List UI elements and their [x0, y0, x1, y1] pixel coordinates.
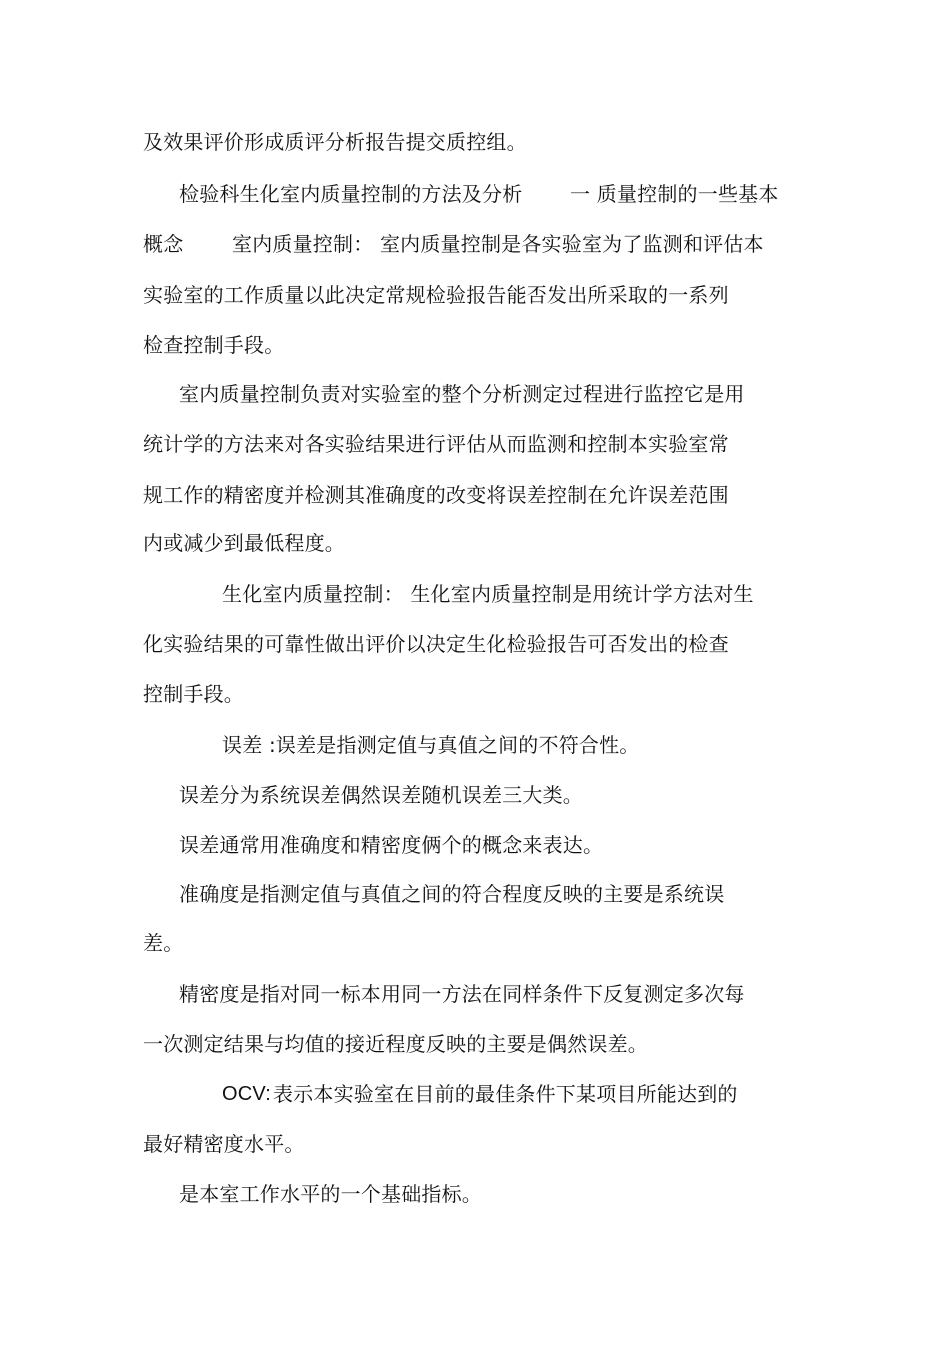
text-line: 最好精密度水平。 — [143, 1132, 305, 1156]
text-line: 一次测定结果与均值的接近程度反映的主要是偶然误差。 — [143, 1032, 648, 1056]
text-line: 精密度是指对同一标本用同一方法在同样条件下反复测定多次每 — [179, 982, 745, 1006]
text-line: 误差 :误差是指测定值与真值之间的不符合性。 — [222, 733, 640, 757]
text-line: 误差分为系统误差偶然误差随机误差三大类。 — [179, 783, 583, 807]
text-line: 是本室工作水平的一个基础指标。 — [179, 1182, 482, 1206]
text-line: 统计学的方法来对各实验结果进行评估从而监测和控制本实验室常 — [143, 432, 729, 456]
text-line: 概念 — [143, 232, 184, 256]
text-line: 生化室内质量控制： 生化室内质量控制是用统计学方法对生 — [222, 582, 754, 606]
text-line: 准确度是指测定值与真值之间的符合程度反映的主要是系统误 — [179, 882, 725, 906]
ocv-label: OCV: — [222, 1083, 271, 1105]
text-line: 规工作的精密度并检测其准确度的改变将误差控制在允许误差范围 — [143, 483, 729, 507]
section-title: 检验科生化室内质量控制的方法及分析 — [179, 182, 523, 206]
text-line: 室内质量控制： 室内质量控制是各实验室为了监测和评估本 — [232, 232, 764, 256]
text-line: 误差通常用准确度和精密度俩个的概念来表达。 — [179, 833, 604, 857]
section-heading: 一 质量控制的一些基本 — [570, 182, 779, 206]
text-line: 差。 — [143, 931, 184, 955]
text-line: 控制手段。 — [143, 682, 244, 706]
text-line: 化实验结果的可靠性做出评价以决定生化检验报告可否发出的检查 — [143, 632, 729, 656]
text-line: 内或减少到最低程度。 — [143, 531, 345, 555]
text-line: 检查控制手段。 — [143, 333, 285, 357]
text-line: 实验室的工作质量以此决定常规检验报告能否发出所采取的一系列 — [143, 283, 729, 307]
text-line: 室内质量控制负责对实验室的整个分析测定过程进行监控它是用 — [179, 382, 745, 406]
text-line: 及效果评价形成质评分析报告提交质控组。 — [143, 130, 527, 154]
text-line: 表示本实验室在目前的最佳条件下某项目所能达到的 — [273, 1082, 738, 1106]
